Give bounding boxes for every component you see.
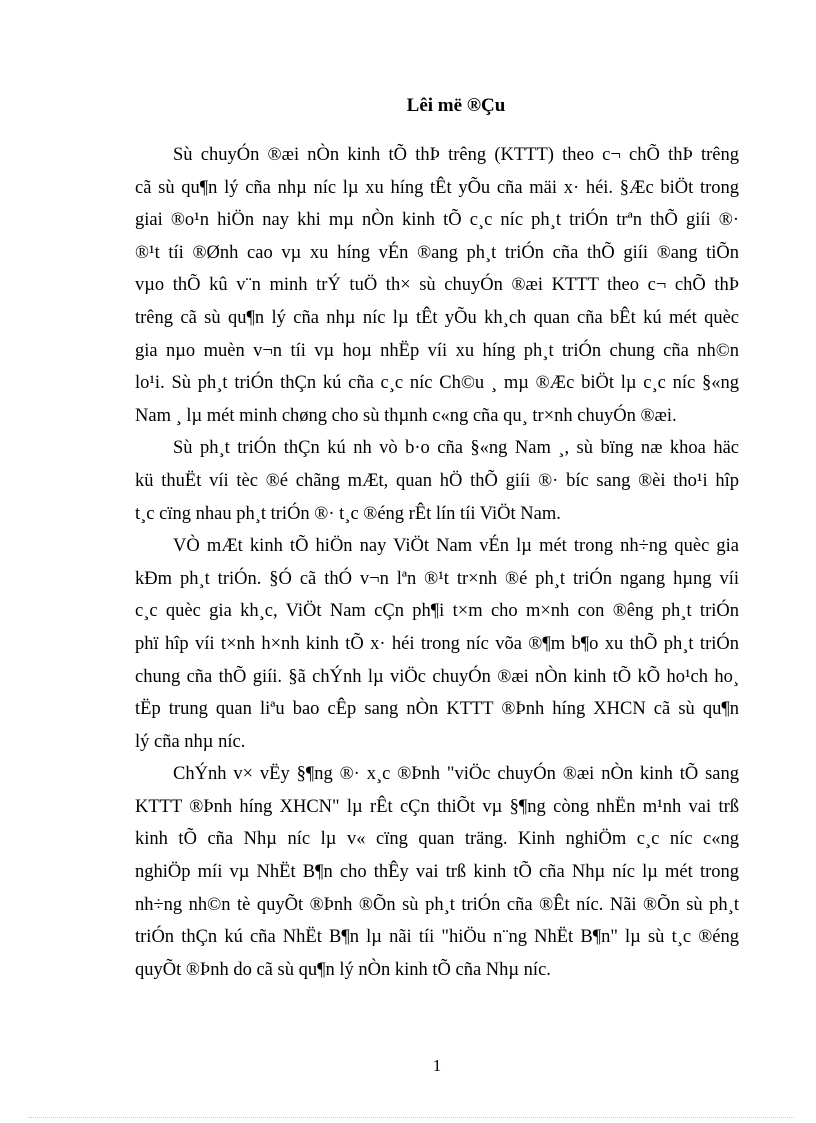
paragraph-line: Nam ¸ lµ mét minh chøng cho sù thµnh c«ng cña qu¸ tr×nh chuyÓn ®æi. xyxy=(135,405,677,426)
paragraph-line: giai ®o¹n hiÖn nay khi mµ nÒn kinh tÕ c¸c níc ph¸t triÓn trªn thÕ giíi ®· xyxy=(135,210,739,231)
paragraph xyxy=(135,432,739,530)
paragraph-line: gia nµo muèn v¬n tíi vµ hoµ nhËp víi xu híng ph¸t triÓn chung cña nh©n xyxy=(135,340,739,361)
paragraph-line: ®¹t tíi ®Ønh cao vµ xu híng vÉn ®ang ph¸t triÓn cña thÕ giíi ®ang tiÕn xyxy=(135,242,739,263)
page-title: Lêi më ®Çu xyxy=(406,95,506,116)
paragraph-line: tËp trung quan liªu bao cÊp sang nÒn KTTT ®Þnh híng XHCN cã sù qu¶n xyxy=(135,699,739,720)
paragraph-line: lo¹i. Sù ph¸t triÓn thÇn kú cña c¸c níc Ch©u ¸ mµ ®Æc biÖt lµ c¸c níc §«ng xyxy=(135,373,739,394)
paragraph-line: cã sù qu¶n lý cña nhµ níc lµ xu híng tÊt yÕu cña mäi x· héi. §Æc biÖt trong xyxy=(135,177,739,198)
paragraph-line: kÐm ph¸t triÓn. §Ó cã thÓ v¬n lªn ®¹t tr×nh ®é ph¸t triÓn ngang hµng víi xyxy=(135,568,739,589)
paragraph-line: nghiÖp míi vµ NhËt B¶n cho thÊy vai trß kinh tÕ cña Nhµ níc lµ mét trong xyxy=(135,862,739,883)
paragraph xyxy=(135,758,739,986)
page-number: 1 xyxy=(432,1056,442,1075)
document-body xyxy=(135,139,739,986)
paragraph-line: triÓn thÇn kú cña NhËt B¶n lµ nãi tíi "hiÖu n¨ng NhËt B¶n" lµ sù t¸c ®éng xyxy=(135,927,739,948)
paragraph xyxy=(135,139,739,432)
paragraph-line: ChÝnh v× vËy §¶ng ®· x¸c ®Þnh "viÖc chuyÓn ®æi nÒn kinh tÕ sang xyxy=(173,764,739,785)
paragraph-line: KTTT ®Þnh híng XHCN" lµ rÊt cÇn thiÕt vµ §¶ng còng nhËn m¹nh vai trß xyxy=(135,796,739,817)
paragraph-line: t¸c cïng nhau ph¸t triÓn ®· t¸c ®éng rÊt lín tíi ViÖt Nam. xyxy=(135,503,561,524)
paragraph-line: Sù chuyÓn ®æi nÒn kinh tÕ thÞ trêng (KTTT) theo c¬ chÕ thÞ trêng xyxy=(173,145,739,165)
paragraph xyxy=(135,530,739,758)
paragraph-line: c¸c quèc gia kh¸c, ViÖt Nam cÇn ph¶i t×m cho m×nh con ®êng ph¸t triÓn xyxy=(135,601,739,622)
paragraph-line: Sù ph¸t triÓn thÇn kú nh vò b·o cña §«ng Nam ¸, sù bïng næ khoa häc xyxy=(173,438,739,459)
paragraph-line: kinh tÕ cña Nhµ níc lµ v« cïng quan träng. Kinh nghiÖm c¸c níc c«ng xyxy=(135,829,739,850)
paragraph-line: kü thuËt víi tèc ®é chãng mÆt, quan hÖ thÕ giíi ®· bíc sang ®èi tho¹i hîp xyxy=(135,470,739,491)
paragraph-line: vµo thÕ kû v¨n minh trÝ tuÖ th× sù chuyÓn ®æi KTTT theo c¬ chÕ thÞ xyxy=(135,275,739,296)
page-bottom-border xyxy=(28,1117,794,1118)
paragraph-line: phï hîp víi t×nh h×nh kinh tÕ x· héi trong níc võa ®¶m b¶o xu thÕ ph¸t triÓn xyxy=(135,633,739,654)
paragraph-line: chung cña thÕ giíi. §ã chÝnh lµ viÖc chuyÓn ®æi nÒn kinh tÕ kÕ ho¹ch ho¸ xyxy=(135,666,739,687)
paragraph-line: lý cña nhµ níc. xyxy=(135,731,246,752)
paragraph-line: trêng cã sù qu¶n lý cña nhµ níc lµ tÊt yÕu kh¸ch quan cña bÊt kú mét quèc xyxy=(135,307,739,328)
paragraph-line: quyÕt ®Þnh do cã sù qu¶n lý nÒn kinh tÕ cña Nhµ níc. xyxy=(135,959,551,980)
paragraph-line: VÒ mÆt kinh tÕ hiÖn nay ViÖt Nam vÉn lµ mét trong nh÷ng quèc gia xyxy=(173,536,739,557)
paragraph-line: nh÷ng nh©n tè quyÕt ®Þnh ®Õn sù ph¸t triÓn cña ®Êt níc. Nãi ®Õn sù ph¸t xyxy=(135,894,739,915)
